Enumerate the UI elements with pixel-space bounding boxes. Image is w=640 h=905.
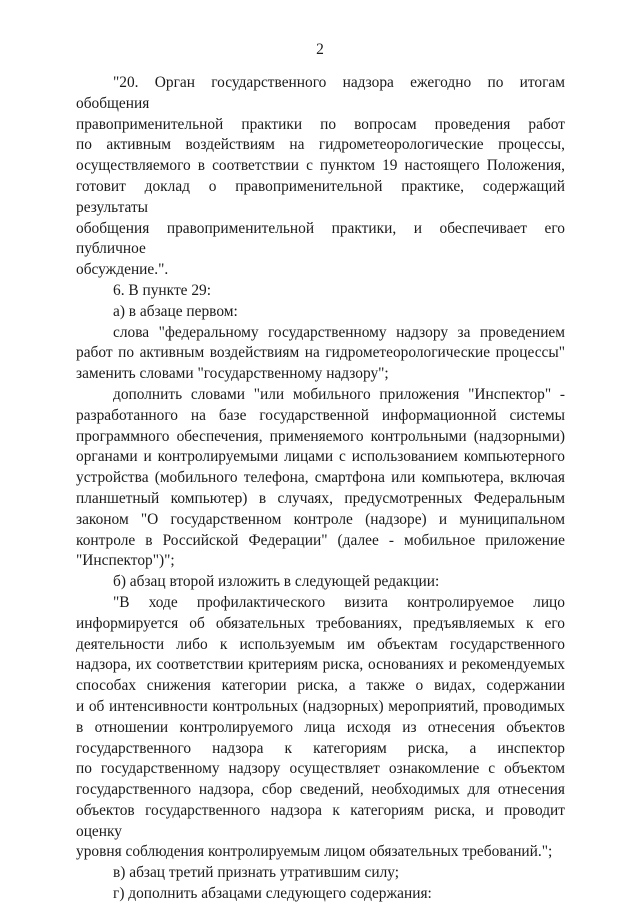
text-line: деятельности либо к используемым им объектам государственного [76, 635, 565, 653]
text-line: контроле в Российской Федерации" (далее - мобильное приложение [76, 531, 565, 549]
text-line: по государственному надзору осуществляет ознакомление с объектом [76, 760, 565, 778]
text-line: "В ходе профилактического визита контролируемое лицо [113, 593, 565, 611]
text-line: работ по активным воздействиям на гидрометеорологические процессы" [76, 344, 565, 362]
text-line: осуществляемого в соответствии с пунктом 19 настоящего Положения, [76, 157, 565, 175]
paragraph-replace-words [76, 323, 565, 385]
text-line: надзора, их соответствии критериям риска, основаниях и рекомендуемых [76, 656, 565, 674]
text-line: способах снижения категории риска, а также о видах, содержании [76, 677, 565, 695]
text-line: и об интенсивности контрольных (надзорных) мероприятий, проводимых [76, 697, 565, 715]
text-line: разработанного на базе государственной информационной системы [76, 406, 565, 424]
text-line: уровня соблюдения контролируемым лицом обязательных требований."; [76, 843, 553, 861]
text-line: дополнить словами "или мобильного приложения "Инспектор" - [113, 385, 565, 403]
paragraph-sub-g [76, 884, 565, 905]
text-line: законом "О государственном контроле (надзоре) и муниципальном [76, 510, 565, 528]
text-line: готовит доклад о правоприменительной практике, содержащий результаты [76, 177, 565, 216]
text-line: органами и контролируемыми лицами с использованием компьютерного [76, 448, 565, 466]
text-line: планшетный компьютер) в случаях, предусмотренных Федеральным [76, 489, 565, 507]
text-line: объектов государственного надзора к категориям риска, и проводит оценку [76, 801, 565, 840]
text-line: слова "федеральному государственному надзору за проведением [113, 323, 565, 341]
paragraph-sub-a [76, 302, 565, 323]
text-line: г) дополнить абзацами следующего содержания: [113, 885, 432, 903]
text-line: по активным воздействиям на гидрометеорологические процессы, [76, 136, 565, 154]
text-line: информируется об обязательных требованиях, предъявляемых к его [76, 614, 565, 632]
text-line: б) абзац второй изложить в следующей редакции: [113, 573, 440, 591]
paragraph-add-words [76, 385, 565, 572]
document-body [76, 73, 565, 905]
paragraph-p20 [76, 73, 565, 281]
paragraph-sub-b [76, 572, 565, 593]
text-line: обсуждение.". [76, 261, 169, 279]
text-line: заменить словами "государственному надзору"; [76, 365, 389, 383]
text-line: обобщения правоприменительной практики, и обеспечивает его публичное [76, 219, 565, 258]
text-line: "Инспектор")"; [76, 552, 175, 570]
paragraph-item6 [76, 281, 565, 302]
text-line: в отношении контролируемого лица исходя из отнесения объектов [76, 718, 565, 736]
paragraph-new-text [76, 593, 565, 863]
page-number: 2 [316, 41, 324, 58]
text-line: правоприменительной практики по вопросам проведения работ [76, 115, 565, 133]
text-line: а) в абзаце первом: [113, 302, 238, 320]
text-line: государственного надзора к категориям риска, а инспектор [76, 739, 565, 757]
text-line: государственного надзора, сбор сведений, необходимых для отнесения [76, 781, 565, 799]
text-line: программного обеспечения, применяемого контрольными (надзорными) [76, 427, 565, 445]
text-line: 6. В пункте 29: [113, 281, 212, 299]
text-line: в) абзац третий признать утратившим силу; [113, 864, 400, 882]
paragraph-sub-v [76, 863, 565, 884]
text-line: "20. Орган государственного надзора ежегодно по итогам обобщения [76, 74, 565, 112]
text-line: устройства (мобильного телефона, смартфона или компьютера, включая [76, 469, 565, 487]
